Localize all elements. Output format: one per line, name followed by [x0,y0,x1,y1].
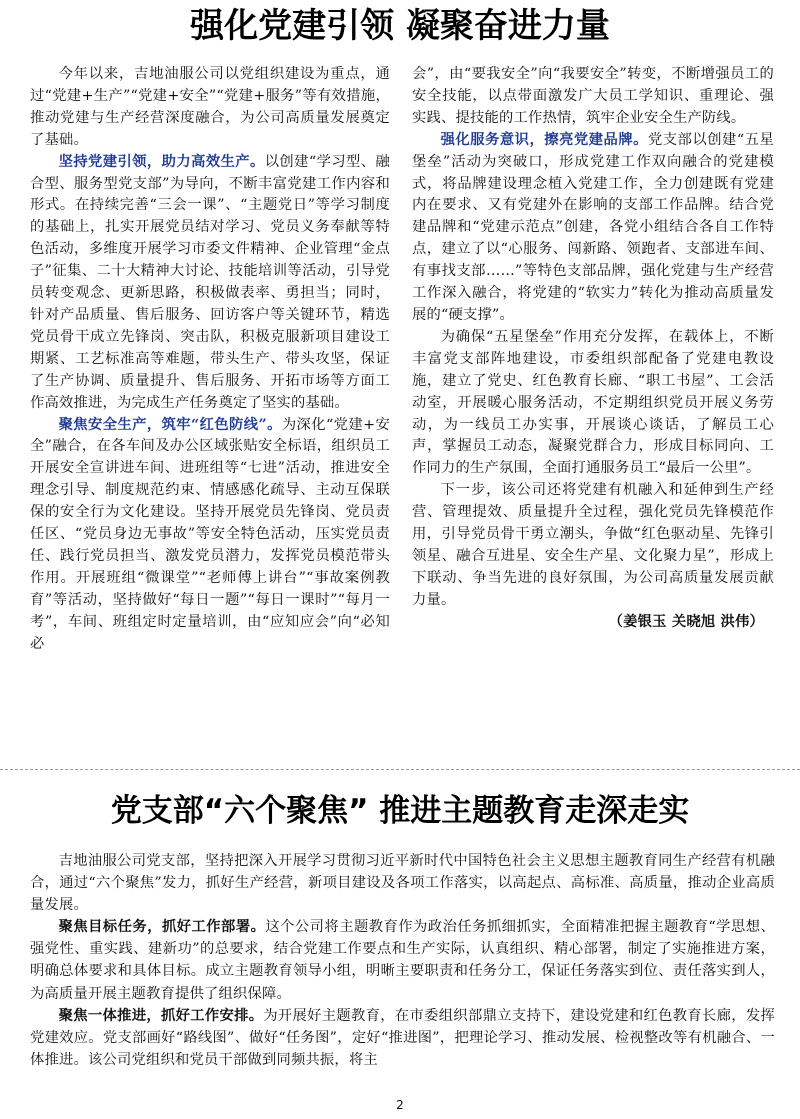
article1-section3-paragraph [412,130,774,327]
section-lead-heading: 坚持党建引领，助力高效生产。 [58,153,265,170]
article1-left-column [30,64,390,655]
section-body-text: 以创建“学习型、融合型、服务型党支部”为导向，不断丰富党建工作内容和形式。在持续完善“三会一课”、“主题党日”等学习制度的基础上，扎实开展党员结对学习、党员义务奉献等特色活动，多维度开展学习市委文件精神、企业管理“金点子”征集、二十大精神大讨论、技能培训等活动，引导党员转变观念、更新思路，积极做表率、勇担当；同时，针对产品质量、售后服务、回访客户等关键环节，精选党员骨干成立先锋岗、突击队，积极克服新项目建设工期紧、工艺标准高等难题，带头生产、带头攻坚，保证了生产协调、质量提升、售后服务、开拓市场等方面工作高效推进，为完成生产任务奠定了坚实的基础。 [30,153,390,411]
section-lead-heading: 强化服务意识，擦亮党建品牌。 [440,131,648,148]
article1-byline: （姜银玉 关晓旭 洪伟） [608,613,764,630]
article2-section2-paragraph [30,1005,775,1071]
article2-headline: 党支部“六个聚焦” 推进主题教育走深走实 [110,793,690,829]
section-lead-heading: 聚焦目标任务，抓好工作部署。 [58,919,266,936]
section-body-text: 党支部以创建“五星堡垒”活动为突破口，形成党建工作双向融合的党建模式，将品牌建设理念植入党建工作，全力创建既有党建内在要求、又有党建外在影响的支部工作品牌。结合党建品牌和“党建示范点”创建，各党小组结合各自工作特点，建立了以“心服务、闯新路、领跑者、支部进车间、有事找支部……”等特色支部品牌，强化党建与生产经营工作深入融合，将党建的“软实力”转化为推动高质量发展的“硬支撑”。 [412,131,774,323]
article1-right-column [412,64,774,634]
section-lead-heading: 聚焦安全生产，筑牢“红色防线”。 [58,416,282,433]
section-lead-heading: 聚焦一体推进，抓好工作安排。 [58,1007,264,1024]
article2-body [30,850,775,1071]
article1-section2-paragraph [30,415,390,656]
article1-section2-continued: 会”，由“要我安全”向“我要安全”转变，不断增强员工的安全技能，以点带面激发广大员工学知识、重理论、强实践、提技能的工作热情，筑牢企业安全生产防线。 [412,66,774,126]
article1-paragraph-4: 为确保“五星堡垒”作用充分发挥，在载体上，不断丰富党支部阵地建设，市委组织部配备了党建电教设施，建立了党史、红色教育长廊、“职工书屋”、工会活动室，开展暖心服务活动，不定期组织党员开展义务劳动，为一线员工办实事，开展谈心谈话，了解员工心声，掌握员工动态，凝聚党群合力，形成目标同向、工作同力的生产氛围，全面打通服务员工“最后一公里”。 [412,328,774,477]
section-divider [0,769,800,770]
article2-section1-paragraph [30,916,775,1004]
article1-paragraph-5: 下一步，该公司还将党建有机融入和延伸到生产经营、管理提效、质量提升全过程，强化党员先锋模范作用，引导党员骨干勇立潮头，争做“红色驱动星、先锋引领星、融合互进星、安全生产星、文化聚力星”，形成上下联动、争当先进的良好氛围，为公司高质量发展贡献力量。 [412,482,774,608]
section-body-text: 为深化“党建+安全”融合，在各车间及办公区域张贴安全标语，组织员工开展安全宣讲进车间、进班组等“七进”活动，推进安全理念引导、制度规范约束、情感感化疏导、主动互保联保的安全行为文化建设。坚持开展党员先锋岗、党员责任区、“党员身边无事故”等安全特色活动，压实党员责任、践行党员担当、激发党员潜力，发挥党员模范带头作用。开展班组“微课堂”“老师傅上讲台”“事故案例教育”等活动，坚持做好“每日一题”“每日一课时”“每月一考”，车间、班组定时定量培训，由“应知应会”向“必知必 [30,416,390,652]
article2-intro-paragraph: 吉地油服公司党支部，坚持把深入开展学习贯彻习近平新时代中国特色社会主义思想主题教育同生产经营有机融合，通过“六个聚焦”发力，抓好生产经营，新项目建设及各项工作落实，以高起点、高标准、高质量，推动企业高质量发展。 [30,853,775,914]
article1-headline: 强化党建引领 凝聚奋进力量 [190,6,610,46]
section-body-text: 为开展好主题教育，在市委组织部鼎立支持下，建设党建和红色教育长廊，发挥党建效应。党支部画好“路线图”、做好“任务图”，定好“推进图”，把理论学习、推动发展、检视整改等有机融合、一体推进。该公司党组织和党员干部做到同频共振，将主 [30,1007,775,1068]
page-number: 2 [396,1098,404,1112]
section-body-text: 这个公司将主题教育作为政治任务抓细抓实，全面精准把握主题教育“学思想、强党性、重实践、建新功”的总要求，结合党建工作要点和生产实际，认真组织、精心部署，制定了实施推进方案，明确总体要求和具体目标。成立主题教育领导小组，明晰主要职责和任务分工，保证任务落实到位、责任落实到人，为高质量开展主题教育提供了组织保障。 [30,919,775,1002]
article1-intro-paragraph: 今年以来，吉地油服公司以党组织建设为重点，通过“党建+生产”“党建+安全”“党建+服务”等有效措施，推动党建与生产经营深度融合，为公司高质量发展奠定了基础。 [30,66,390,148]
article1-section1-paragraph [30,152,390,415]
